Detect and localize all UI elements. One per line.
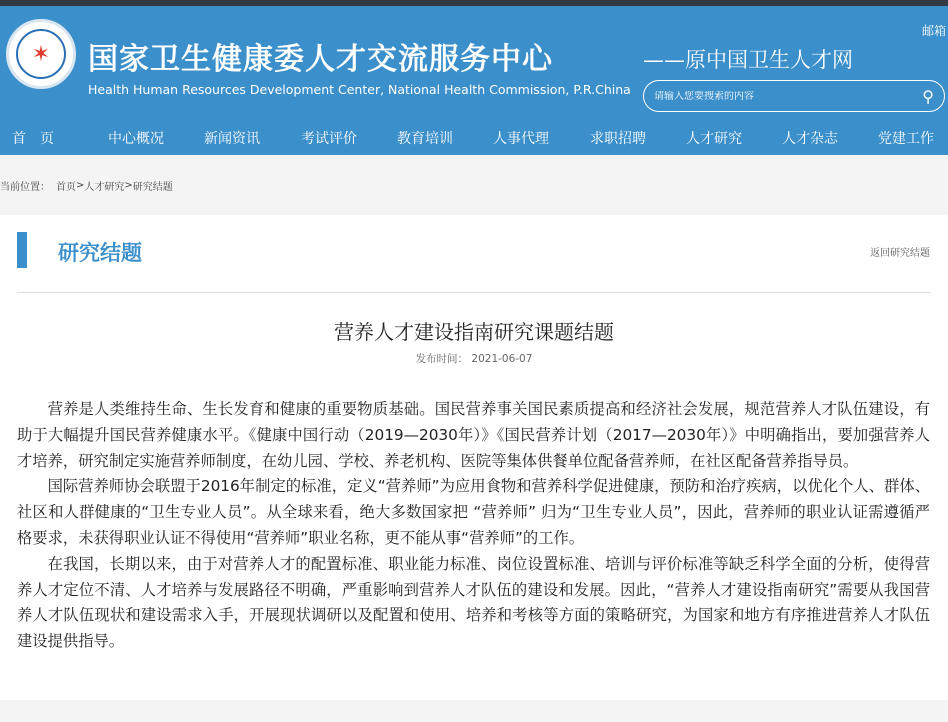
nav-jobs[interactable]: 求职招聘 [590,131,646,147]
paragraph: 国际营养师协会联盟于2016年制定的标准，定义“营养师”为应用食物和营养科学促进健康，预防和治疗疾病，以优化个人、群体、社区和人群健康的“卫生专业人员”。从全球来看，绝大多数国家把 “营养师” 归为“卫生专业人员”，因此，营养师的职业认证需遵循严格要求，未获得职业认证不得使用“营养师”职业名称，更不能从事“营养师”的工作。 [17,477,930,547]
nav-about[interactable]: 中心概况 [108,131,164,147]
breadcrumb-research[interactable]: 人才研究 [84,181,125,193]
article-title: 营养人才建设指南研究课题结题 [334,320,614,344]
nav-research[interactable]: 人才研究 [686,131,742,147]
section-accent-bar [17,232,27,268]
article-body [17,397,930,655]
mail-link[interactable]: 邮箱 [921,24,946,38]
nav-personnel[interactable]: 人事代理 [493,131,549,147]
site-title: 国家卫生健康委人才交流服务中心 [88,42,553,77]
nav-exams[interactable]: 考试评价 [301,131,357,147]
nav-party[interactable]: 党建工作 [878,131,934,147]
search-icon[interactable]: ⚲ [922,86,934,106]
site-english-title: Health Human Resources Development Center, National Health Commission, P.R.China [88,82,631,97]
breadcrumb-current[interactable]: 研究结题 [132,181,173,193]
breadcrumb-sep: > [76,179,85,191]
content-panel [0,215,948,700]
nav-magazine[interactable]: 人才杂志 [782,131,838,147]
search-input[interactable] [654,91,922,102]
breadcrumb [0,155,948,215]
search-box [643,80,945,112]
breadcrumb-sep: > [124,179,133,191]
publish-date: 发布时间： 2021-06-07 [415,353,533,365]
section-title: 研究结题 [58,241,142,265]
nav-training[interactable]: 教育培训 [397,131,453,147]
site-header [0,6,948,155]
paragraph: 在我国，长期以来，由于对营养人才的配置标准、职业能力标准、岗位设置标准、培训与评价标准等缺乏科学全面的分析，使得营养人才定位不清、人才培养与发展路径不明确，严重影响到营养人才队伍的建设和发展。因此，“营养人才建设指南研究”需要从我国营养人才队伍现状和建设需求入手，开展现状调研以及配置和使用、培养和考核等方面的策略研究，为国家和地方有序推进营养人才队伍建设提供指导。 [17,554,930,651]
site-subtitle: ——原中国卫生人才网 [643,48,853,72]
breadcrumb-label: 当前位置： [0,181,50,193]
back-link[interactable]: 返回研究结题 [870,248,930,259]
site-logo[interactable] [6,19,76,89]
nav-home[interactable]: 首 页 [12,131,54,147]
breadcrumb-home[interactable]: 首页 [56,181,76,193]
main-nav [0,121,948,155]
paragraph: 营养是人类维持生命、生长发育和健康的重要物质基础。国民营养事关国民素质提高和经济社会发展，规范营养人才队伍建设，有助于大幅提升国民营养健康水平。《健康中国行动（2019—2030年）》《国民营养计划（2017—2030年）》中明确指出，要加强营养人才培养，研究制定实施营养师制度，在幼儿园、学校、养老机构、医院等集体供餐单位配备营养师，在社区配备营养指导员。 [17,400,930,470]
divider [17,292,931,293]
nav-news[interactable]: 新闻资讯 [204,131,260,147]
logo-emblem-icon: ✶ [16,29,66,79]
